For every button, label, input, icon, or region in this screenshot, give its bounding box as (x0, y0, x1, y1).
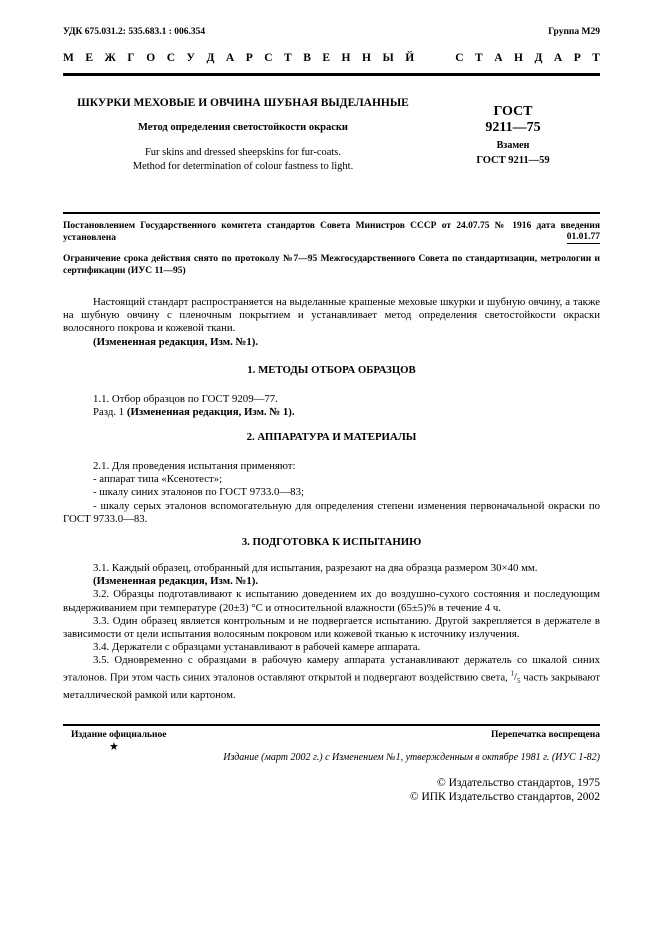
banner-letter: Н (362, 52, 371, 64)
decree-text: Постановлением Государственного комитета стандартов Совета Министров СССР от 24.07.75 № 1916 дата введения установлена (63, 221, 600, 243)
section-1-body (63, 393, 600, 419)
section-rule (63, 212, 600, 214)
list-item: - шкалу серых эталонов вспомогательную для определения степени изменения первоначальной окраски по ГОСТ 9733.0—83. (63, 499, 600, 525)
fraction-one-fifth: $^1/_5$ (510, 669, 521, 686)
fraction-numerator: 1 (510, 669, 515, 678)
english-title-line1: Fur skins and dressed sheepskins for fur-coats. (144, 147, 342, 158)
replaces-label: Взамен (496, 140, 530, 151)
english-title-line2: Method for determination of colour fastness to light. (132, 161, 354, 172)
banner-letter: Ы (382, 52, 394, 64)
banner-letter: Т (284, 52, 292, 64)
banner-letter: Г (127, 52, 135, 64)
banner-letter: А (225, 52, 235, 64)
clause-text: часть закрывают металлической рамкой или картоном. (63, 671, 601, 701)
clause-3-4: 3.4. Держатели с образцами устанавливают в рабочей камере аппарата. (93, 641, 421, 654)
footer-rule (63, 724, 600, 726)
fraction-denominator: 5 (517, 677, 521, 686)
banner-letter: Н (514, 52, 523, 64)
intro-paragraph (63, 296, 600, 349)
decree-statement (63, 220, 600, 244)
banner-gap (426, 52, 444, 64)
clause-3-2: 3.2. Образцы подготавливают к испытанию доведением их до воздушно-сухого состояния и последующим выдерживанием при температуре (20±3) °С и относительной влажности (65±5)% в течение 4 ч. (63, 588, 600, 614)
section-2-body (63, 460, 600, 526)
amendment-note: (Измененная редакция, Изм. № 1). (126, 406, 295, 419)
banner-letter: Ж (104, 52, 116, 64)
copyright-2002: © ИПК Издательство стандартов, 2002 (409, 791, 600, 803)
gost-number: 9211—75 (485, 120, 541, 135)
banner-letter: Т (475, 52, 483, 64)
copyright-1975: © Издательство стандартов, 1975 (436, 777, 600, 789)
banner-letter: Й (405, 52, 415, 64)
banner-letter: Е (322, 52, 331, 64)
banner-letter: Д (206, 52, 215, 64)
restriction-statement: Ограничение срока действия снято по протоколу №7—95 Межгосударственного Совета по стандартизации, метрологии и сертификации (ИУС 11—95) (63, 254, 600, 276)
banner-letter: А (553, 52, 563, 64)
list-item: - шкалу синих эталонов по ГОСТ 9733.0—83; (93, 486, 304, 499)
document-title: ШКУРКИ МЕХОВЫЕ И ОВЧИНА ШУБНАЯ ВЫДЕЛАННЫЕ (77, 97, 409, 109)
banner-letter: С (455, 52, 464, 64)
reprint-prohibited-label: Перепечатка воспрещена (490, 730, 600, 740)
clause-text: 3.5. Одновременно с образцами в рабочую камеру аппарата устанавливают держатель со шкалой синих эталонов. При этом часть синих эталонов оставляют открытой и подвергают воздействию света, (63, 654, 600, 684)
banner-letter: С (166, 52, 175, 64)
clause-amendment (63, 406, 600, 419)
amendment-note: (Измененная редакция, Изм. №1). (93, 575, 259, 588)
banner-letter: Н (341, 52, 351, 64)
banner-letter: Р (573, 52, 581, 64)
section-heading-3: 3. ПОДГОТОВКА К ИСПЫТАНИЮ (241, 536, 422, 548)
gost-label: ГОСТ (493, 104, 533, 119)
clause-3-3: 3.3. Один образец является контрольным и не подвергается испытанию. Другой закрепляется в держателе в зависимости от цели испытания волосяным покровом или кожевой тканью к источнику излучения. (63, 614, 600, 641)
star-icon: ★ (109, 741, 119, 753)
section-heading-2: 2. АППАРАТУРА И МАТЕРИАЛЫ (246, 431, 417, 443)
banner-letter: Т (592, 52, 600, 64)
banner-letter: С (264, 52, 273, 64)
english-title (63, 146, 423, 174)
gost-designation (443, 104, 583, 168)
list-item: - аппарат типа «Ксенотест»; (93, 473, 223, 486)
banner-letter: А (494, 52, 503, 64)
banner-letter: Д (534, 52, 543, 64)
official-edition-label: Издание официальное (71, 730, 167, 740)
banner-letter: Р (245, 52, 253, 64)
banner-letter: В (303, 52, 311, 64)
section-heading-1: 1. МЕТОДЫ ОТБОРА ОБРАЗЦОВ (247, 364, 416, 376)
banner-letter: У (186, 52, 195, 64)
clause-3-1: 3.1. Каждый образец, отобранный для испытания, разрезают на два образца размером 30×40 мм. (93, 562, 538, 574)
introduction-date: 01.01.77 (566, 232, 600, 242)
document-subtitle: Метод определения светостойкости окраски (138, 122, 348, 133)
section-3-body (63, 562, 600, 702)
replaced-gost: ГОСТ 9211—59 (476, 155, 550, 166)
amendment-note: (Измененная редакция, Изм. №1). (93, 335, 259, 348)
title-block (63, 97, 423, 174)
banner-letter: Е (85, 52, 94, 64)
clause-3-5 (63, 654, 600, 701)
clause-2-1: 2.1. Для проведения испытания применяют: (93, 460, 296, 472)
group-code: Группа М29 (548, 27, 600, 37)
interstate-standard-banner (63, 52, 600, 64)
udk-code: УДК 675.031.2: 535.683.1 : 006.354 (63, 27, 206, 37)
banner-letter: О (146, 52, 156, 64)
header-rule (63, 73, 600, 76)
banner-letter: М (63, 52, 74, 64)
clause-1-1: 1.1. Отбор образцов по ГОСТ 9209—77. (93, 393, 278, 405)
amendment-prefix: Разд. 1 (93, 406, 127, 419)
edition-note: Издание (март 2002 г.) с Изменением №1, утвержденным в октябре 1981 г. (ИУС 1-82) (223, 752, 600, 763)
intro-text: Настоящий стандарт распространяется на выделанные крашеные меховые шкурки и шубную овчину, а также на шубную овчину с пленочным покрытием и устанавливает метод определения светостойкости окраски волосяного покрова и кожевой ткани. (63, 296, 600, 335)
